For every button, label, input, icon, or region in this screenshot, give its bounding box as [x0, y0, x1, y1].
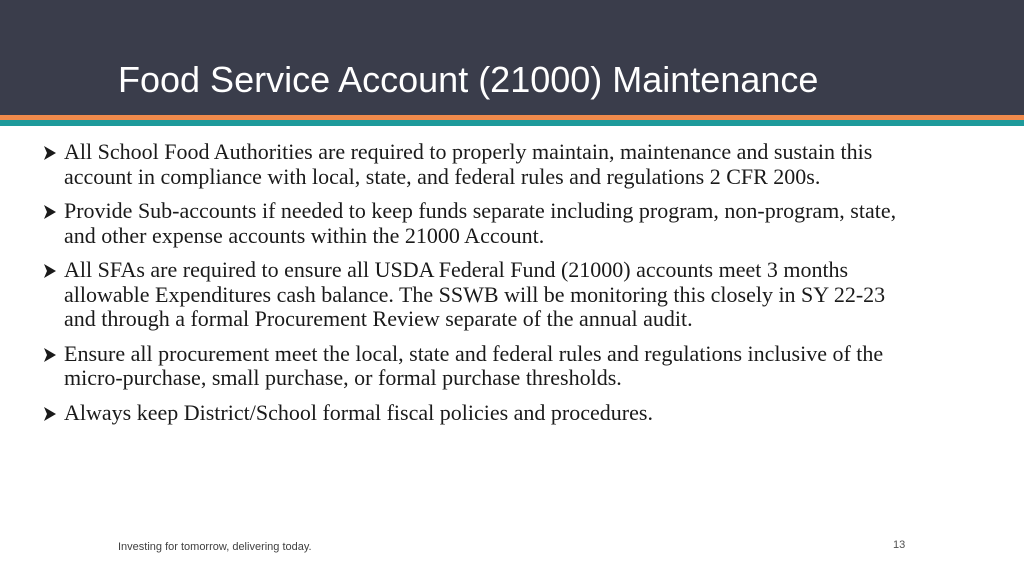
- slide-title: Food Service Account (21000) Maintenance: [118, 59, 819, 100]
- bullet-list: [42, 140, 922, 435]
- bullet-item: [42, 140, 922, 189]
- arrow-bullet-icon: [42, 204, 58, 220]
- bullet-item: [42, 342, 922, 391]
- bullet-text: All SFAs are required to ensure all USDA Federal Fund (21000) accounts meet 3 months allowable Expenditures cash balance. The SSWB will be monitoring this closely in SY 22-23 and through a formal Procurement Review separate of the annual audit.: [64, 257, 886, 331]
- bullet-text: Always keep District/School formal fiscal policies and procedures.: [64, 399, 653, 425]
- arrow-bullet-icon: [42, 406, 58, 422]
- bullet-item: [42, 258, 922, 332]
- bullet-text: Provide Sub-accounts if needed to keep funds separate including program, non-program, state, and other expense accounts within the 21000 Account.: [64, 198, 897, 248]
- bullet-item: [42, 401, 922, 426]
- footer-tagline: Investing for tomorrow, delivering today.: [118, 541, 312, 553]
- bullet-text: Ensure all procurement meet the local, state and federal rules and regulations inclusive of the micro-purchase, small purchase, or formal purchase thresholds.: [64, 340, 884, 390]
- page-number: 13: [893, 539, 906, 551]
- arrow-bullet-icon: [42, 145, 58, 161]
- arrow-bullet-icon: [42, 347, 58, 363]
- bullet-item: [42, 199, 922, 248]
- arrow-bullet-icon: [42, 263, 58, 279]
- bullet-text: All School Food Authorities are required to properly maintain, maintenance and sustain this account in compliance with local, state, and federal rules and regulations 2 CFR 200s.: [64, 139, 873, 189]
- teal-stripe: [0, 120, 1024, 126]
